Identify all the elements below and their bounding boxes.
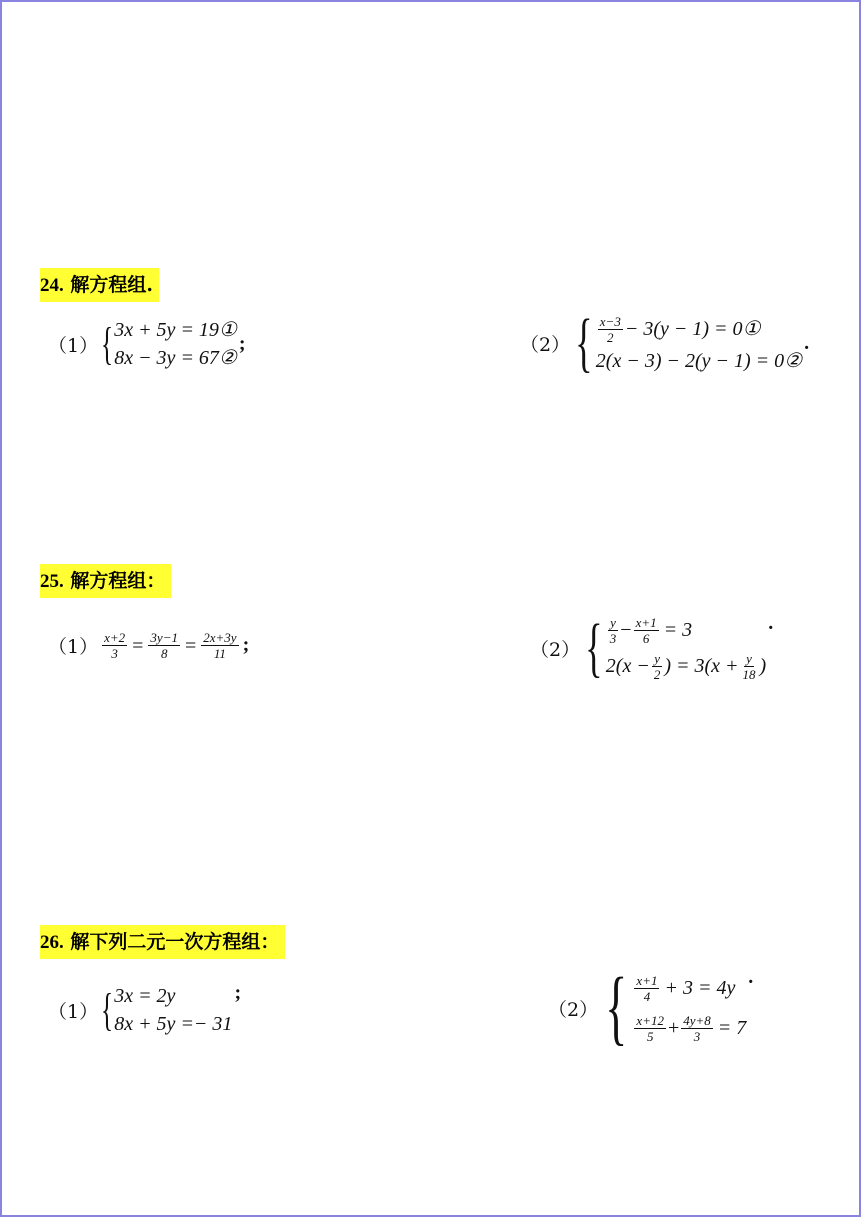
equals-sign: = bbox=[184, 634, 197, 657]
q24-problem-1 bbox=[48, 316, 246, 372]
numerator: 4y+8 bbox=[683, 1012, 711, 1028]
fraction bbox=[598, 314, 623, 345]
numerator: x+1 bbox=[636, 972, 658, 988]
denominator: 2 bbox=[607, 329, 614, 345]
minus-sign: − bbox=[620, 619, 632, 641]
problem-index: （2） bbox=[548, 998, 599, 1021]
fraction bbox=[634, 1013, 666, 1044]
numerator: x+1 bbox=[635, 614, 657, 630]
plus-sign: + bbox=[667, 1017, 680, 1039]
equation-system bbox=[114, 316, 237, 372]
question-number: 25. bbox=[40, 571, 64, 592]
equation-part: ) bbox=[759, 655, 767, 677]
denominator: 3 bbox=[693, 1028, 701, 1044]
denominator: 3 bbox=[609, 630, 617, 646]
denominator: 2 bbox=[653, 666, 661, 682]
equation-system bbox=[632, 968, 746, 1048]
question-26-heading bbox=[40, 925, 285, 959]
equation-system bbox=[596, 311, 802, 375]
numerator: y bbox=[654, 650, 660, 666]
equation-rest: = 7 bbox=[717, 1017, 747, 1039]
equation-rest: − 3(y − 1) = 0① bbox=[624, 318, 761, 340]
problem-index: （1） bbox=[48, 636, 99, 658]
equation-2 bbox=[606, 648, 766, 684]
equation-2: 8x − 3y = 67② bbox=[114, 347, 237, 369]
problem-index: （1） bbox=[48, 1000, 99, 1023]
equation-rest: = 3 bbox=[663, 619, 693, 641]
question-24-heading bbox=[40, 268, 159, 302]
system-brace: { bbox=[575, 306, 593, 379]
fraction bbox=[634, 973, 659, 1004]
equation-1 bbox=[606, 612, 766, 648]
q26-problem-1 bbox=[48, 982, 241, 1038]
question-number: 24. bbox=[40, 275, 64, 296]
numerator: x+12 bbox=[636, 1012, 664, 1028]
numerator: y bbox=[746, 650, 752, 666]
denominator: 5 bbox=[646, 1028, 654, 1044]
numerator: 3y−1 bbox=[150, 630, 178, 645]
punctuation: ; bbox=[234, 982, 242, 1004]
punctuation: . bbox=[748, 966, 754, 988]
equation-1: 3x = 2y bbox=[114, 985, 176, 1007]
equation-1 bbox=[596, 311, 802, 347]
equation-1 bbox=[632, 968, 746, 1008]
denominator: 6 bbox=[642, 630, 650, 646]
punctuation: ; bbox=[242, 634, 250, 656]
system-brace: { bbox=[605, 961, 628, 1054]
q24-problem-2 bbox=[520, 306, 810, 379]
denominator: 18 bbox=[742, 666, 756, 682]
fraction bbox=[741, 651, 758, 682]
denominator: 4 bbox=[643, 988, 651, 1004]
equation bbox=[100, 630, 240, 661]
punctuation: ; bbox=[238, 332, 246, 355]
equation-1: 3x + 5y = 19① bbox=[114, 319, 237, 341]
question-instruction: 解方程组. bbox=[70, 274, 153, 296]
punctuation: . bbox=[804, 331, 810, 354]
q26-problem-2 bbox=[548, 961, 754, 1054]
question-25-heading bbox=[40, 564, 171, 598]
question-number: 26. bbox=[40, 932, 64, 953]
fraction bbox=[608, 615, 619, 646]
equation-2: 8x + 5y =− 31 bbox=[114, 1013, 233, 1035]
equation-system bbox=[606, 612, 766, 684]
fraction-3 bbox=[201, 630, 238, 661]
q25-problem-2 bbox=[530, 612, 773, 684]
system-brace: { bbox=[101, 984, 114, 1035]
question-instruction: 解方程组： bbox=[70, 570, 166, 592]
problem-index: （2） bbox=[530, 638, 581, 661]
denominator: 3 bbox=[111, 646, 118, 661]
fraction bbox=[681, 1013, 713, 1044]
fraction-1 bbox=[102, 630, 127, 661]
equation-part: 2(x − bbox=[605, 655, 650, 677]
fraction bbox=[652, 651, 663, 682]
problem-index: （2） bbox=[520, 333, 571, 356]
equals-sign: = bbox=[132, 634, 144, 657]
problem-index: （1） bbox=[48, 334, 99, 357]
q25-problem-1 bbox=[48, 630, 249, 661]
numerator: x+2 bbox=[104, 630, 126, 645]
denominator: 11 bbox=[213, 646, 226, 661]
equation-system bbox=[114, 982, 232, 1038]
equation-rest: + 3 = 4y bbox=[664, 977, 736, 999]
numerator: 2x+3y bbox=[203, 630, 237, 645]
fraction bbox=[634, 615, 659, 646]
numerator: x−3 bbox=[599, 313, 621, 329]
system-brace: { bbox=[101, 318, 114, 369]
equation-2 bbox=[632, 1008, 746, 1048]
numerator: y bbox=[610, 614, 616, 630]
punctuation: . bbox=[768, 612, 774, 634]
question-instruction: 解下列二元一次方程组： bbox=[70, 931, 280, 953]
denominator: 8 bbox=[160, 646, 168, 661]
fraction-2 bbox=[148, 630, 180, 661]
system-brace: { bbox=[585, 611, 603, 684]
equation-2: 2(x − 3) − 2(y − 1) = 0② bbox=[595, 350, 803, 372]
equation-part: ) = 3(x + bbox=[664, 655, 739, 677]
